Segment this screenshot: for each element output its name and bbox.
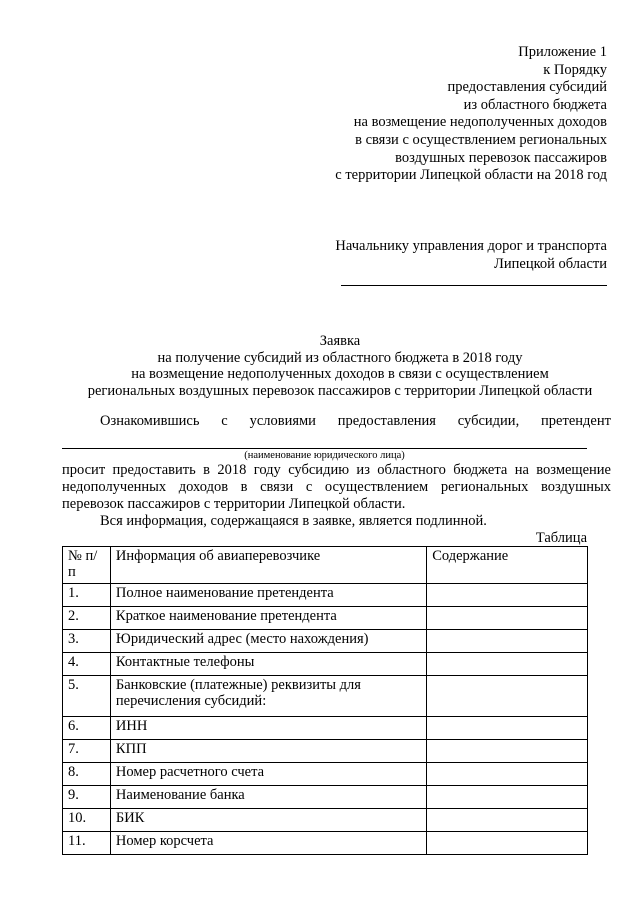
table-row xyxy=(63,763,588,786)
appendix-line: Приложение 1 xyxy=(518,44,607,60)
authenticity-statement: Вся информация, содержащаяся в заявке, является подлинной. xyxy=(100,513,487,529)
intro-paragraph xyxy=(62,413,611,462)
row-content[interactable] xyxy=(427,676,588,717)
row-content[interactable] xyxy=(427,630,588,653)
table-row xyxy=(63,809,588,832)
intro-word: претендент xyxy=(541,413,611,429)
appendix-line: предоставления субсидий xyxy=(447,79,607,96)
addressee-line: Начальнику управления дорог и транспорта xyxy=(335,238,607,254)
table-row xyxy=(63,653,588,676)
row-number: 7. xyxy=(63,740,111,763)
row-info: Юридический адрес (место нахождения) xyxy=(110,630,426,653)
table-label: Таблица xyxy=(535,530,587,546)
table-row xyxy=(63,607,588,630)
row-number: 4. xyxy=(63,653,111,676)
body-line: недополученных доходов в связи с осуществлением региональных воздушных xyxy=(62,479,611,495)
addressee-line: Липецкой области xyxy=(494,255,607,272)
row-info: БИК xyxy=(110,809,426,832)
row-number: 3. xyxy=(63,630,111,653)
legal-entity-fill-line xyxy=(62,430,587,449)
request-paragraph xyxy=(62,462,611,530)
appendix-block xyxy=(335,44,607,185)
table-row xyxy=(63,740,588,763)
row-info: Наименование банка xyxy=(110,786,426,809)
heading-line: региональных воздушных перевозок пассажиров с территории Липецкой области xyxy=(87,382,593,399)
row-number: 1. xyxy=(63,584,111,607)
header-info: Информация об авиаперевозчике xyxy=(110,547,426,584)
row-number: 2. xyxy=(63,607,111,630)
table-row xyxy=(63,630,588,653)
row-content[interactable] xyxy=(427,653,588,676)
body-line: просит предоставить в 2018 году субсидию из областного бюджета на возмещение xyxy=(62,462,611,478)
table-row xyxy=(63,717,588,740)
appendix-line: в связи с осуществлением региональных xyxy=(355,131,607,148)
row-content[interactable] xyxy=(427,832,588,855)
heading-title: Заявка xyxy=(319,333,361,349)
table-row xyxy=(63,832,588,855)
intro-word: условиями xyxy=(249,413,316,429)
heading-line: на возмещение недополученных доходов в связи с осуществлением xyxy=(131,366,549,383)
row-info: Полное наименование претендента xyxy=(110,584,426,607)
row-info: Номер корсчета xyxy=(110,832,426,855)
table-row xyxy=(63,584,588,607)
addressee-block xyxy=(335,238,607,286)
legal-entity-caption: (наименование юридического лица) xyxy=(244,450,405,461)
table-row xyxy=(63,786,588,809)
row-content[interactable] xyxy=(427,740,588,763)
intro-word: с xyxy=(221,413,228,429)
row-number: 8. xyxy=(63,763,111,786)
header-number: № п/п xyxy=(63,547,111,584)
row-content[interactable] xyxy=(427,786,588,809)
appendix-line: с территории Липецкой области на 2018 год xyxy=(335,167,607,184)
body-line: перевозок пассажиров с территории Липецкой области. xyxy=(62,496,406,512)
row-info: Банковские (платежные) реквизиты для перечисления субсидий: xyxy=(110,676,426,717)
appendix-line: к Порядку xyxy=(543,61,607,78)
row-content[interactable] xyxy=(427,584,588,607)
appendix-line: воздушных перевозок пассажиров xyxy=(395,149,607,166)
intro-word: субсидии, xyxy=(457,413,520,429)
document-heading xyxy=(40,333,640,399)
row-content[interactable] xyxy=(427,809,588,832)
row-info: Номер расчетного счета xyxy=(110,763,426,786)
intro-word: предоставления xyxy=(337,413,436,429)
appendix-line: из областного бюджета xyxy=(463,96,607,113)
appendix-line: на возмещение недополученных доходов xyxy=(353,114,607,131)
carrier-info-table xyxy=(62,546,588,855)
row-number: 6. xyxy=(63,717,111,740)
intro-line xyxy=(62,413,611,430)
row-number: 5. xyxy=(63,676,111,717)
row-content[interactable] xyxy=(427,717,588,740)
row-info: Краткое наименование претендента xyxy=(110,607,426,630)
row-content[interactable] xyxy=(427,763,588,786)
header-content: Содержание xyxy=(427,547,588,584)
row-number: 11. xyxy=(63,832,111,855)
addressee-signature-line xyxy=(341,273,607,286)
intro-word: Ознакомившись xyxy=(100,413,200,429)
row-number: 9. xyxy=(63,786,111,809)
row-content[interactable] xyxy=(427,607,588,630)
heading-line: на получение субсидий из областного бюджета в 2018 году xyxy=(157,349,523,366)
row-info: Контактные телефоны xyxy=(110,653,426,676)
table-header-row xyxy=(63,547,588,584)
row-info: КПП xyxy=(110,740,426,763)
row-number: 10. xyxy=(63,809,111,832)
row-info: ИНН xyxy=(110,717,426,740)
table-row xyxy=(63,676,588,717)
